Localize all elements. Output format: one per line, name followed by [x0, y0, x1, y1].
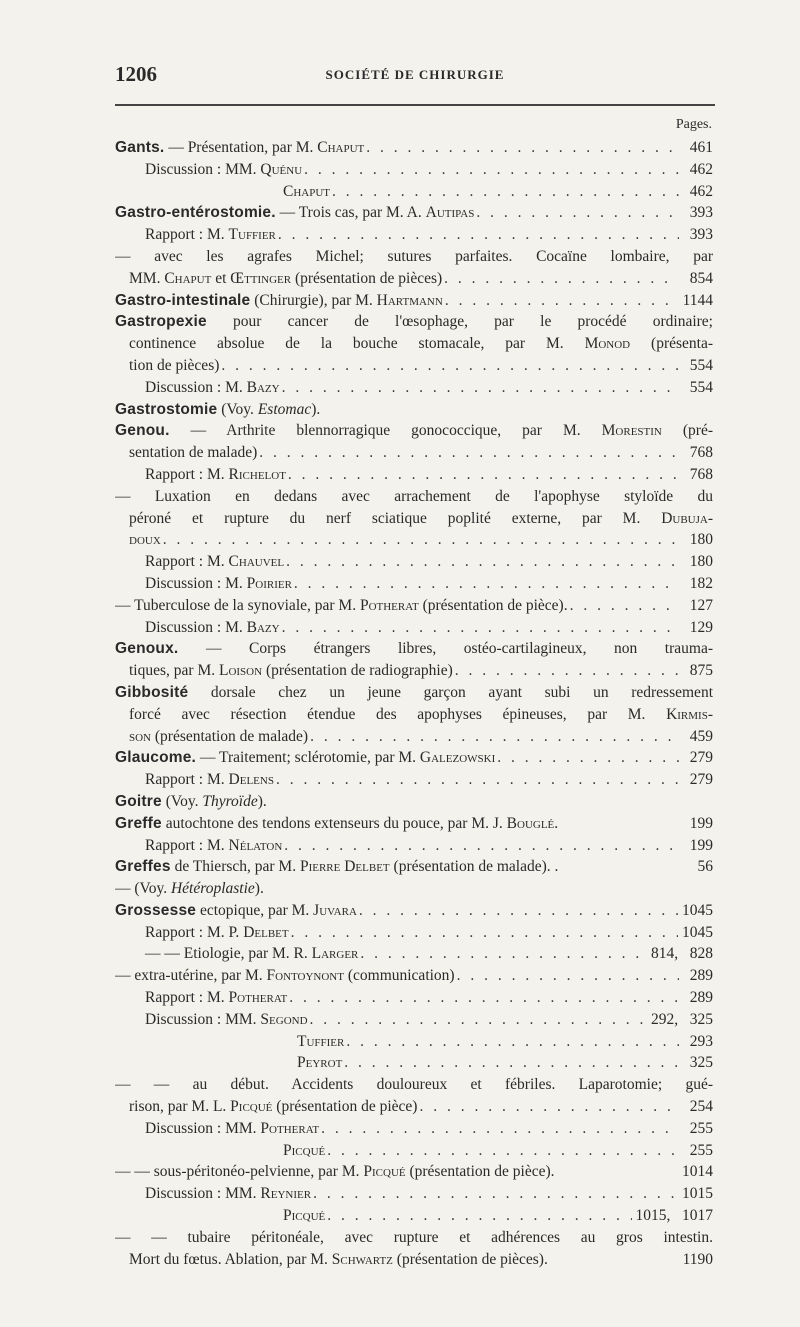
index-entry: — extra-utérine, par M. Fontoynont (communication) . . . 289: [115, 965, 713, 987]
page-ref: 254: [689, 1098, 713, 1116]
header-rule: [115, 104, 715, 106]
index-entry: — — Etiologie, par M. R. Larger . . . 814, 828: [115, 943, 713, 965]
page-ref: 255: [689, 1119, 713, 1137]
index-entry: Mort du fœtus. Ablation, par M. Schwartz (présentation de pièces). 1190: [115, 1249, 713, 1271]
index-entry: — avec les agrafes Michel; sutures parfaites. Cocaïne lombaire, par: [115, 247, 713, 265]
index-entry: Rapport : M. Tuffier . . . 393: [115, 224, 713, 246]
page-ref: 393: [689, 204, 713, 222]
index-entry: Rapport : M. Richelot . . . 768: [115, 464, 713, 486]
index-entry: Genou. — Arthrite blennorragique gonococcique, par M. Morestin (pré-: [115, 422, 713, 440]
page-header: [115, 62, 715, 92]
index-entry: Rapport : M. Potherat . . . 289: [115, 987, 713, 1009]
page-ref: 1045: [682, 901, 713, 919]
page-ref: 461: [689, 139, 713, 156]
page-ref: 459: [689, 727, 713, 745]
index-entry: Discussion : M. Poirier . . . 182: [115, 573, 713, 595]
index-entry: Rapport : M. Chauvel . . . 180: [115, 551, 713, 573]
page-ref: 279: [689, 771, 713, 789]
index-entry: — Tuberculose de la synoviale, par M. Potherat (présentation de pièce). . . . 127: [115, 595, 713, 617]
index-entry: Greffe autochtone des tendons extenseurs du pouce, par M. J. Bouglé. 199: [115, 813, 713, 835]
index-entry: Glaucome. — Traitement; sclérotomie, par M. Galezowski . . . 279: [115, 747, 713, 769]
page-ref: 768: [689, 444, 713, 462]
page-ref: 199: [689, 814, 713, 832]
index-entry: Gastro-intestinale (Chirurgie), par M. Hartmann . . . 1144: [115, 290, 713, 312]
index-entry: rison, par M. L. Picqué (présentation de pièce) . . . 254: [115, 1096, 713, 1118]
index-entry: Discussion : M. Bazy . . . 129: [115, 617, 713, 639]
index-entry: tiques, par M. Loison (présentation de radiographie) . . . 875: [115, 660, 713, 682]
index-entry: — — au début. Accidents douloureux et fébriles. Laparotomie; gué-: [115, 1076, 713, 1094]
page-ref: 1190: [682, 1250, 713, 1268]
page-ref: 1014: [682, 1163, 713, 1181]
page-ref: 1144: [682, 291, 713, 309]
index-entry: Discussion : MM. Segond . . . 292, 325: [115, 1009, 713, 1031]
page-ref: 854: [689, 269, 713, 287]
page-ref: 127: [689, 596, 713, 614]
page-ref: 293: [689, 1032, 713, 1050]
index-entry: péroné et rupture du nerf sciatique poplité externe, par M. Dubuja-: [129, 509, 713, 527]
index-entry: forcé avec résection étendue des apophyses épineuses, par M. Kirmis-: [129, 705, 713, 723]
page-ref: 1015, 1017: [635, 1207, 713, 1225]
index-entry: Picqué . . . 255: [115, 1140, 713, 1162]
page-ref: 1015: [682, 1185, 713, 1203]
index-entry: continence absolue de la bouche stomacale, par M. Monod (présenta-: [129, 335, 713, 353]
page-ref: 255: [689, 1141, 713, 1159]
page-ref: 462: [689, 160, 713, 178]
page-ref: 289: [689, 989, 713, 1007]
page-ref: 462: [689, 182, 713, 200]
page-ref: 875: [689, 662, 713, 680]
index-entry: tion de pièces) . . . 554: [115, 355, 713, 377]
index-entry: doux . . . 180: [115, 529, 713, 551]
index-entry: Grossesse ectopique, par M. Juvara . . . 1045: [115, 900, 713, 922]
index-entry: Peyrot . . . 325: [115, 1052, 713, 1074]
index-entry: Rapport : M. Nélaton . . . 199: [115, 835, 713, 857]
page-ref: 180: [689, 553, 713, 571]
index-entry: MM. Chaput et Œttinger (présentation de pièces) . . . 854: [115, 268, 713, 290]
page-ref: 554: [689, 378, 713, 396]
page-ref: 129: [689, 618, 713, 636]
pages-column-label: Pages.: [675, 117, 712, 132]
index-entry: Gastro-entérostomie. — Trois cas, par M. A. Autipas . . . 393: [115, 202, 713, 224]
index-entry: Discussion : M. Bazy . . . 554: [115, 377, 713, 399]
page-ref: 1045: [682, 923, 713, 941]
index-entry: Picqué . . . 1015, 1017: [115, 1205, 713, 1227]
page-ref: 199: [689, 836, 713, 854]
page-ref: 289: [689, 967, 713, 985]
index-entry: Discussion : MM. Quénu . . . 462: [115, 159, 713, 181]
page-number: 1206: [115, 62, 157, 86]
page-ref: 768: [689, 465, 713, 483]
index-entry: Gibbosité dorsale chez un jeune garçon ayant subi un redressement: [115, 683, 713, 701]
page-ref: 554: [689, 356, 713, 374]
index-entry: Gants. — Présentation, par M. Chaput . . . 461: [115, 137, 713, 159]
index-entry: — (Voy. Hétéroplastie).: [115, 880, 264, 898]
running-title: SOCIÉTÉ DE CHIRURGIE: [325, 67, 505, 82]
index-entry: — — sous-péritonéo-pelvienne, par M. Picqué (présentation de pièce). 1014: [115, 1161, 713, 1183]
page-ref: 393: [689, 226, 713, 244]
index-entry: — Luxation en dedans avec arrachement de l'apophyse styloïde du: [115, 487, 713, 505]
index-entry: Rapport : M. Delens . . . 279: [115, 769, 713, 791]
index-entry: Greffes de Thiersch, par M. Pierre Delbet (présentation de malade). . 56: [115, 856, 713, 878]
page-ref: 180: [689, 531, 713, 549]
page-ref: 325: [689, 1054, 713, 1072]
page-ref: 292, 325: [651, 1010, 713, 1028]
index-entry: son (présentation de malade) . . . 459: [115, 726, 713, 748]
index-list: [115, 137, 713, 1270]
index-entry: — — tubaire péritonéale, avec rupture et adhérences au gros intestin.: [115, 1228, 713, 1246]
index-entry: Goitre (Voy. Thyroïde).: [115, 792, 267, 810]
page-ref: 814, 828: [651, 945, 713, 963]
index-entry: Discussion : MM. Reynier . . . 1015: [115, 1183, 713, 1205]
page-ref: 279: [689, 749, 713, 767]
index-entry: sentation de malade) . . . 768: [115, 442, 713, 464]
index-entry: Gastrostomie (Voy. Estomac).: [115, 400, 321, 418]
index-entry: Tuffier . . . 293: [115, 1031, 713, 1053]
page-ref: 56: [697, 858, 713, 876]
index-entry: Discussion : MM. Potherat . . . 255: [115, 1118, 713, 1140]
page-ref: 182: [689, 574, 713, 592]
index-entry: Gastropexie pour cancer de l'œsophage, par le procédé ordinaire;: [115, 313, 713, 331]
index-entry: Chaput . . . 462: [115, 181, 713, 203]
index-entry: Genoux. — Corps étrangers libres, ostéo-cartilagineux, non trauma-: [115, 640, 713, 658]
index-entry: Rapport : M. P. Delbet . . . 1045: [115, 922, 713, 944]
